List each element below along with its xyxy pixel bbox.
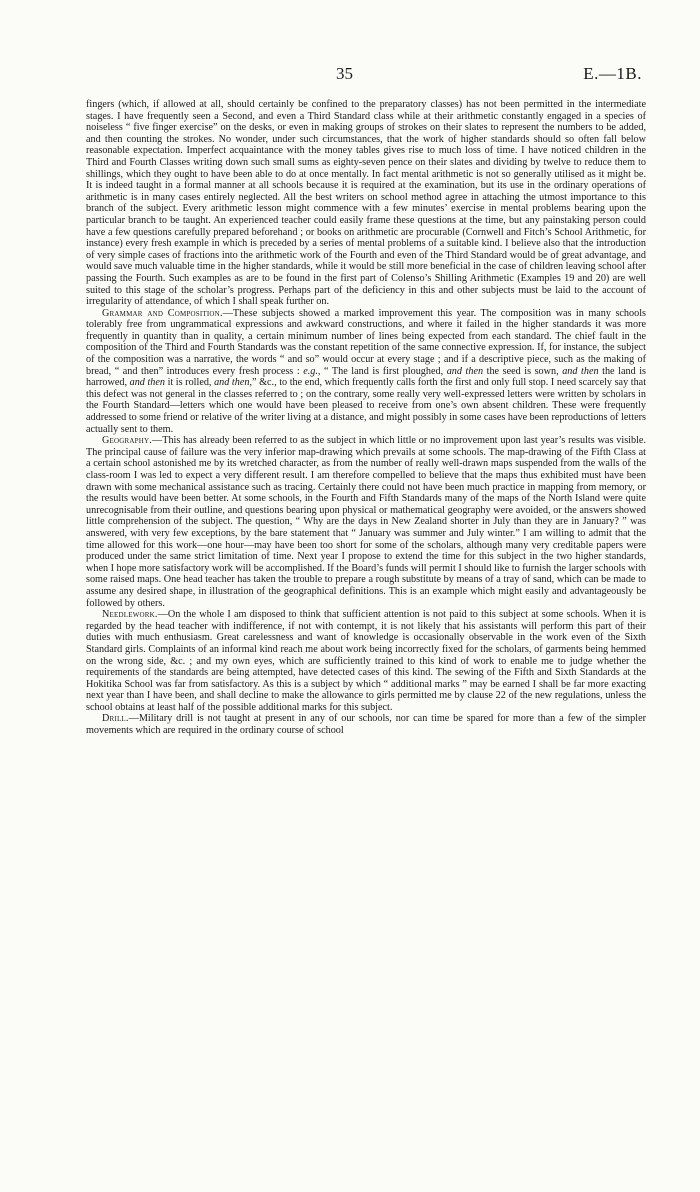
paragraph-text: fingers (which, if allowed at all, should certainly be confined to the preparatory classes) has not been permitted in the intermediate stages. I have frequently seen a Second, and even a Third Standard class while at their arithmetic constantly engaged in a species of noiseless “ five finger exercise” on the desks, or even in making groups of strokes on their slates to represent the numbers to be added, and then counting the strokes. No wonder, under such circumstances, that the work of higher standards should so often fall below reasonable expectation. Imperfect acquaintance with the money tables gives rise to much loss of time. I have noticed children in the Third and Fourth Classes writing down such small sums as eighty-seven pence on their slates and dividing by twelve to reduce them to shillings, which they ought to have been able to do at once mentally. In fact mental arithmetic is not so generally utilised as it might be. It is indeed taught in a formal manner at all schools because it is required at the examination, but its use in the ordinary operations of arithmetic is in many cases entirely neglected. All the best writers on school method agree in attaching the utmost importance to this branch of the subject. Every arithmetic lesson might commence with a few minutes’ exercise in mental problems bearing upon the particular branch to be taught. An experienced teacher could easily frame these questions at the time, but any painstaking person could have a few questions carefully prepared beforehand ; or books on arithmetic are procurable (Cornwell and Fitch’s School Arithmetic, for instance) every fresh example in which is preceded by a series of mental problems of a suitable kind. I believe also that the introduction of very simple cases of fractions into the arithmetic work of the Fourth and even of the Third Standard would be of great advantage, and would save much valuable time in the higher standards, while it would be still more beneficial in the case of children leaving school after passing the Fourth. Such examples as are to be found in the first part of Colenso’s Shilling Arithmetic (Examples 19 and 20) are well suited to this stage of the scholar’s progress. Perhaps part of the deficiency in this and other subjects must be laid to the account of irregularity of attendance, of which I shall speak further on. (86, 99, 646, 308)
section-heading-needlework: Needlework. (102, 609, 158, 621)
italic-text: and then (562, 365, 599, 377)
section-heading-drill: Drill. (102, 713, 129, 725)
paragraph-text: it is rolled, (165, 377, 215, 389)
italic-text: and then, (214, 377, 253, 389)
paragraph-text: —This has already been referred to as the subject in which little or no improvement upon last year’s results was visible. The principal cause of failure was the very inferior map-drawing which prevails at some schools. The map-drawing of the Fifth Class at a certain school astonished me by its wretched character, as from the number of really well-drawn maps suspended from the walls of the class-room I was led to expect a very different result. I am therefore compelled to believe that the maps thus exhibited must have been drawn with some mechanical assistance such as tracing. Certainly there could not have been much practice in mapping from memory, or the results would have been better. At some schools, in the Fourth and Fifth Standards many of the maps of the North Island were quite unrecognisable from their outline, and questions bearing upon physical or mathematical geography were avoided, or the answers showed little comprehension of the subject. The question, “ Why are the days in New Zealand shorter in July than they are in January? ” was answered, with very few exceptions, by the bare statement that “ January was summer and July winter.” I am willing to admit that the time allowed for this work—one hour—may have been too short for some of the scholars, although many very creditable papers were produced under the same strict limitation of time. Next year I propose to extend the time for this subject in the two higher standards, when I hope more satisfactory work will be accomplished. If the Board’s funds will permit I should like to furnish the larger schools with some raised maps. One head teacher has taken the trouble to prepare a rough substitute by means of a tray of sand, which can be made to assume any desired shape, in illustration of the geographical definitions. This is an example which might easily and advantageously be followed by others. (86, 435, 647, 609)
paragraph-text: ” &c., to the end, which frequently calls forth the first and only full stop. I need scarcely say that this defect was not general in the classes referred to ; on the contrary, some really very well-expressed letters were written by scholars in the Fourth Standard—letters which one would have been pleased to receive from one’s own absent children. These were frequently addressed to some friend or relative of the writer living at a distance, and might possibly in some cases have been reproductions of letters actually sent to them. (86, 377, 647, 435)
italic-text: e.g., (303, 365, 321, 377)
body-text (86, 99, 646, 737)
section-heading-geography: Geography. (102, 435, 153, 447)
italic-text: and then (446, 365, 484, 377)
paragraph-text: the seed is sown, (483, 365, 563, 377)
page-number: 35 (336, 64, 353, 83)
paragraph-text: “ The land is first ploughed, (320, 365, 447, 377)
paragraph-arithmetic (86, 99, 646, 308)
paragraph-grammar-and-composition (86, 308, 646, 436)
document-reference: E.—1B. (583, 64, 642, 83)
section-heading-grammar: Grammar and Composition. (102, 307, 223, 319)
paragraph-text: —Military drill is not taught at present in any of our schools, nor can time be spared for more than a few of the simpler movements which are required in the ordinary course of school (86, 713, 646, 737)
italic-text: and then (129, 377, 165, 389)
paragraph-drill (86, 713, 646, 736)
paragraph-needlework (86, 609, 646, 713)
paragraph-geography (86, 435, 646, 609)
page-header (0, 64, 700, 86)
paragraph-text: the land is harrowed, (86, 365, 646, 389)
paragraph-text: —On the whole I am disposed to think that sufficient attention is not paid to this subject at some schools. When it is regarded by the head teacher with indifference, if not with contempt, it is not likely that his assistants will perform this part of their duties with much enthusiasm. Great carelessness and want of knowledge is occasionally observable in the work even of the Sixth Standard girls. Complaints of an informal kind reach me about work being incorrectly fixed for the scholars, of garments being hemmed on the wrong side, &c. ; and my own eyes, which are sufficiently trained to this kind of work to enable me to judge whether the requirements of the standards are being attempted, have detected cases of this kind. The sewing of the Fifth and Sixth Standards at the Hokitika School was far from satisfactory. As this is a subject by which “ additional marks ” may be earned I shall be far more exacting next year than I have been, and shall decline to make the allowance to girls permitted me by clause 22 of the new regulations, unless the school obtains at least half of the possible additional marks for this subject. (86, 609, 646, 713)
paragraph-text: —These subjects showed a marked improvement this year. The composition was in many schools tolerably free from ungrammatical expressions and awkward constructions, and where it failed in the higher standards it was more frequently in quantity than in quality, a certain minimum number of lines being expected from each standard. The chief fault in the composition of the Third and Fourth Standards was the constant repetition of the same connective expression. If, for instance, the subject of the composition was a narrative, the words “ and so” would occur at every stage ; and if a descriptive piece, such as the making of bread, “ and then” introduces every fresh process : (86, 307, 647, 377)
